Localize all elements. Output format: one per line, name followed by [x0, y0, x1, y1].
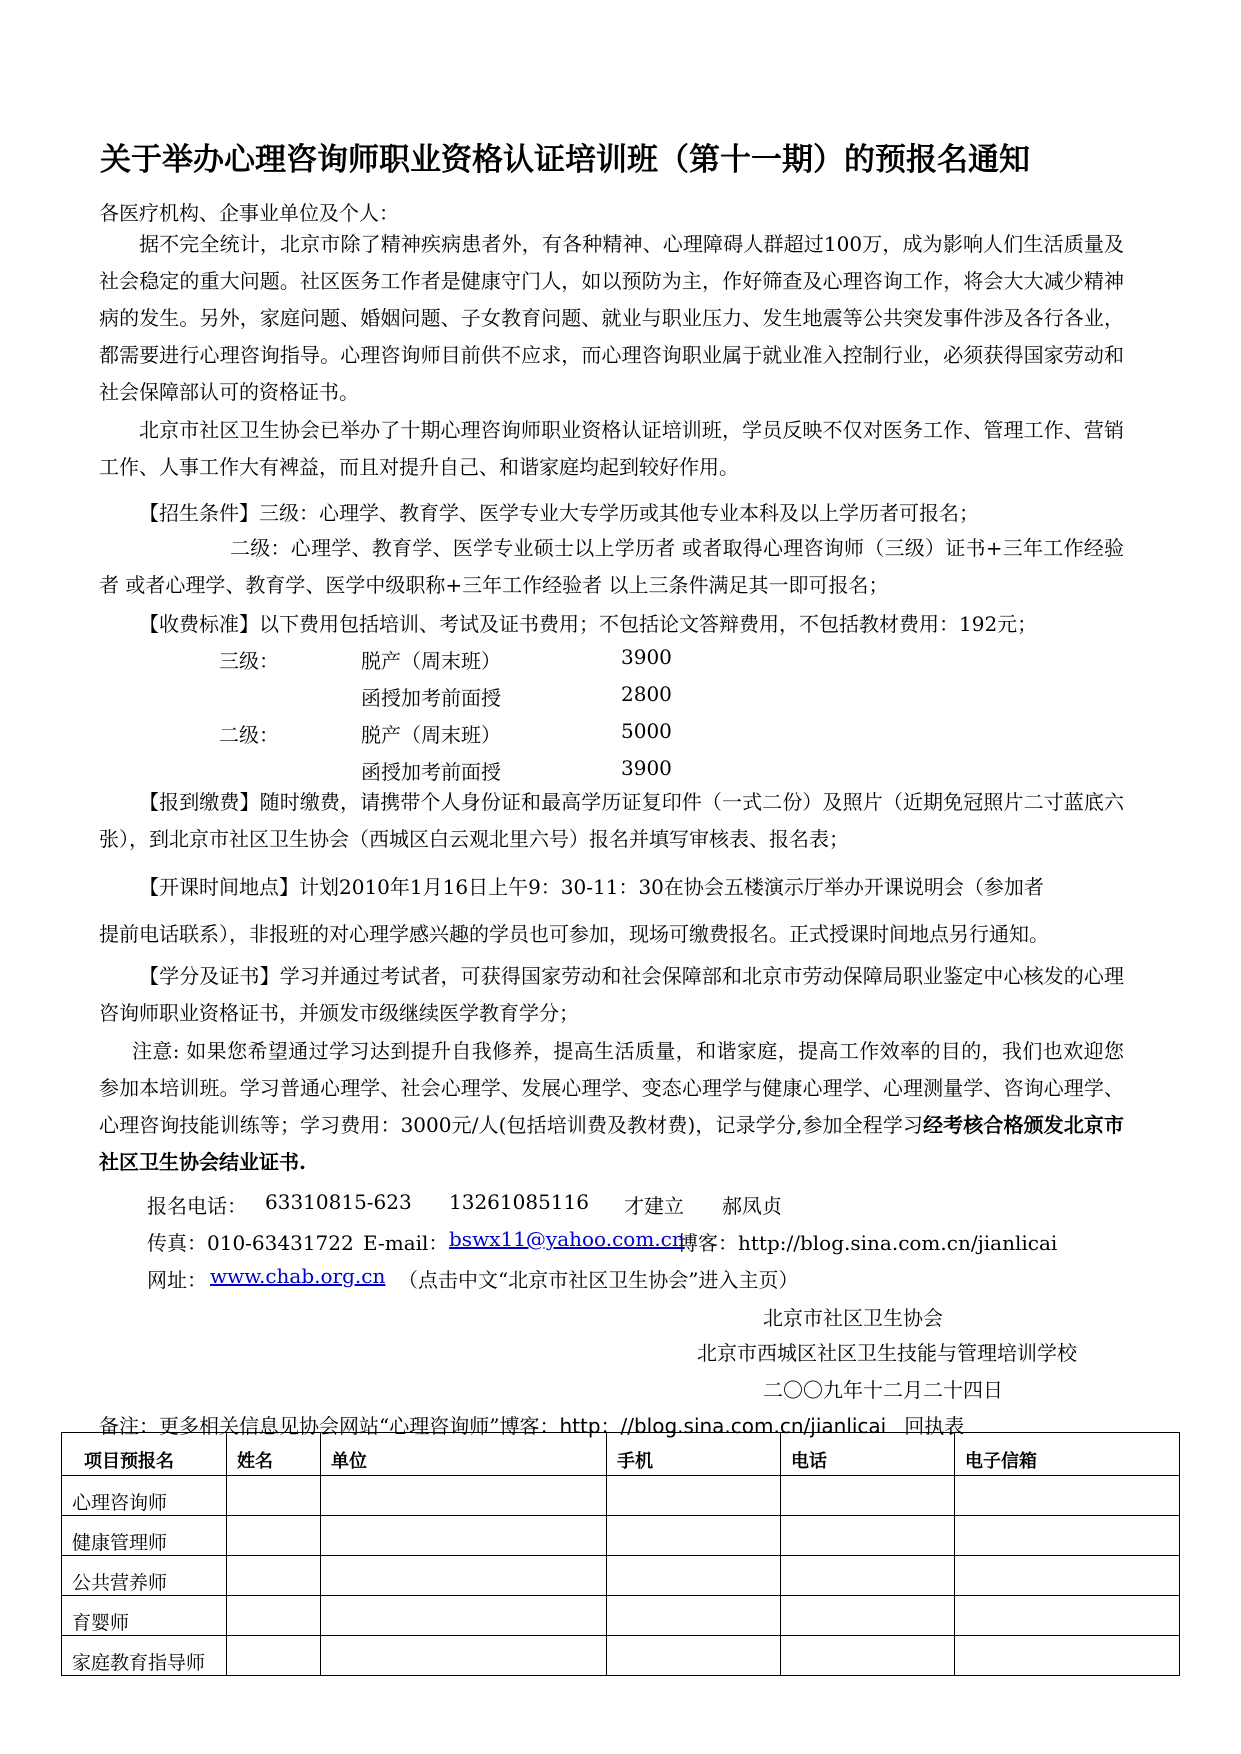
table-row: [62, 1636, 1180, 1676]
remark-receipt: 回执表: [904, 1414, 965, 1438]
fee-mode: 函授加考前面授: [361, 760, 501, 784]
signature-org-1: 北京市社区卫生协会: [763, 1306, 943, 1330]
org-cell[interactable]: [321, 1556, 607, 1596]
website-label: 网址：: [147, 1268, 207, 1292]
credit-info: 【学分及证书】学习并通过考试者，可获得国家劳动和社会保障部和北京市劳动保障局职业鉴定中心核发的心理咨询师职业资格证书，并颁发市级继续医学教育学分；: [99, 964, 1124, 1025]
header-mobile: 手机: [607, 1433, 781, 1476]
header-item: 项目预报名: [62, 1433, 227, 1476]
row-item-label: 健康管理师: [62, 1516, 227, 1556]
email-cell[interactable]: [955, 1476, 1180, 1516]
paragraph-history: 北京市社区卫生协会已举办了十期心理咨询师职业资格认证培训班，学员反映不仅对医务工作、管理工作、营销工作、人事工作大有裨益，而且对提升自己、和谐家庭均起到较好作用。: [99, 418, 1124, 479]
signature-org-2: 北京市西城区社区卫生技能与管理培训学校: [697, 1341, 1077, 1365]
schedule-line-1: 【开课时间地点】计划2010年1月16日上午9：30-11：30在协会五楼演示厅举办开课说明会（参加者: [139, 875, 1044, 899]
mobile-cell[interactable]: [607, 1596, 781, 1636]
fee-level: 二级：: [219, 723, 279, 747]
enroll-level3: 【招生条件】三级：心理学、教育学、医学专业大专学历或其他专业本科及以上学历者可报名；: [139, 501, 979, 525]
note: [99, 1033, 1124, 1181]
fee-intro: 【收费标准】以下费用包括培训、考试及证书费用；不包括论文答辩费用，不包括教材费用：192元；: [139, 612, 1038, 636]
fax: 传真：010-63431722: [147, 1231, 354, 1255]
name-cell[interactable]: [227, 1556, 321, 1596]
note-certificate: 经考核合格颁发北京市社区卫生协会结业证书.: [99, 1113, 1124, 1174]
document-title: 关于举办心理咨询师职业资格认证培训班（第十一期）的预报名通知: [100, 142, 1030, 178]
table-row: [62, 1596, 1180, 1636]
fee-price: 3900: [621, 756, 672, 780]
header-org: 单位: [321, 1433, 607, 1476]
fee-mode: 脱产（周末班）: [361, 723, 501, 747]
fee-mode: 脱产（周末班）: [361, 649, 501, 673]
phone-cell[interactable]: [781, 1636, 955, 1676]
email-label: E-mail：: [363, 1231, 449, 1255]
name-cell[interactable]: [227, 1476, 321, 1516]
org-cell[interactable]: [321, 1516, 607, 1556]
email-cell[interactable]: [955, 1516, 1180, 1556]
table-row: [62, 1516, 1180, 1556]
fee-mode: 函授加考前面授: [361, 686, 501, 710]
table-row: [62, 1556, 1180, 1596]
paragraph-background: 据不完全统计，北京市除了精神疾病患者外，有各种精神、心理障碍人群超过100万，成为影响人们生活质量及社会稳定的重大问题。社区医务工作者是健康守门人，如以预防为主，作好筛查及心理咨询工作，将会大大减少精神病的发生。另外，家庭问题、婚姻问题、子女教育问题、就业与职业压力、发生地震等公共突发事件涉及各行各业，都需要进行心理咨询指导。心理咨询师目前供不应求，而心理咨询职业属于就业准入控制行业，必须获得国家劳动和社会保障部认可的资格证书。: [99, 232, 1124, 404]
note-text: 注意: 如果您希望通过学习达到提升自我修养，提高生活质量，和谐家庭，提高工作效率的目的，我们也欢迎您参加本培训班。学习普通心理学、社会心理学、发展心理学、变态心理学与健康心理学、心理测量学、咨询心理学、心理咨询技能训练等；学习费用：3000元/人(包括培训费及教材费)，记录学分,参加全程学习: [99, 1039, 1124, 1137]
schedule-line-2: 提前电话联系），非报班的对心理学感兴趣的学员也可参加，现场可缴费报名。正式授课时间地点另行通知。: [99, 922, 1049, 946]
row-item-label: 心理咨询师: [62, 1476, 227, 1516]
mobile-cell[interactable]: [607, 1556, 781, 1596]
mobile-cell[interactable]: [607, 1636, 781, 1676]
header-email: 电子信箱: [955, 1433, 1180, 1476]
fee-price: 3900: [621, 645, 672, 669]
register-info: 【报到缴费】随时缴费，请携带个人身份证和最高学历证复印件（一式二份）及照片（近期免冠照片二寸蓝底六张），到北京市社区卫生协会（西城区白云观北里六号）报名并填写审核表、报名表；: [99, 790, 1124, 851]
phone-cell[interactable]: [781, 1476, 955, 1516]
remark-url: http：//blog.sina.com.cn/jianlicai: [559, 1414, 887, 1438]
phone-cell[interactable]: [781, 1596, 955, 1636]
org-cell[interactable]: [321, 1596, 607, 1636]
enroll-level2: 二级：心理学、教育学、医学专业硕士以上学历者 或者取得心理咨询师（三级）证书+三年工作经验者 或者心理学、教育学、医学中级职称+三年工作经验者 以上三条件满足其一即可报名；: [99, 536, 1124, 597]
website-hint: （点击中文“北京市社区卫生协会”进入主页）: [398, 1268, 799, 1292]
header-phone: 电话: [781, 1433, 955, 1476]
row-item-label: 公共营养师: [62, 1556, 227, 1596]
row-item-label: 育婴师: [62, 1596, 227, 1636]
fee-level: 三级：: [219, 649, 279, 673]
phone-label: 报名电话：: [147, 1194, 247, 1218]
table-row: [62, 1476, 1180, 1516]
name-cell[interactable]: [227, 1516, 321, 1556]
website-link[interactable]: www.chab.org.cn: [210, 1264, 386, 1288]
row-item-label: 家庭教育指导师: [62, 1636, 227, 1676]
remark-text: 备注：更多相关信息见协会网站“心理咨询师”博客：: [99, 1414, 560, 1438]
phone-number-1: 63310815-623: [265, 1190, 412, 1214]
email-cell[interactable]: [955, 1596, 1180, 1636]
name-cell[interactable]: [227, 1636, 321, 1676]
greeting: 各医疗机构、企事业单位及个人：: [99, 201, 399, 225]
email-cell[interactable]: [955, 1556, 1180, 1596]
blog: 博客：http://blog.sina.com.cn/jianlicai: [678, 1231, 1058, 1255]
mobile-cell[interactable]: [607, 1476, 781, 1516]
email-link[interactable]: bswx11@yahoo.com.cn: [449, 1227, 685, 1251]
name-cell[interactable]: [227, 1596, 321, 1636]
phone-cell[interactable]: [781, 1556, 955, 1596]
table-header-row: [62, 1433, 1180, 1476]
fee-price: 2800: [621, 682, 672, 706]
phone-cell[interactable]: [781, 1516, 955, 1556]
registration-form-table: [61, 1432, 1180, 1676]
header-name: 姓名: [227, 1433, 321, 1476]
signature-date: 二〇〇九年十二月二十四日: [763, 1378, 1003, 1402]
email-cell[interactable]: [955, 1636, 1180, 1676]
contact-person-2: 郝凤贞: [722, 1194, 782, 1218]
mobile-cell[interactable]: [607, 1516, 781, 1556]
contact-person-1: 才建立: [624, 1194, 684, 1218]
org-cell[interactable]: [321, 1476, 607, 1516]
phone-number-2: 13261085116: [449, 1190, 589, 1214]
fee-price: 5000: [621, 719, 672, 743]
org-cell[interactable]: [321, 1636, 607, 1676]
